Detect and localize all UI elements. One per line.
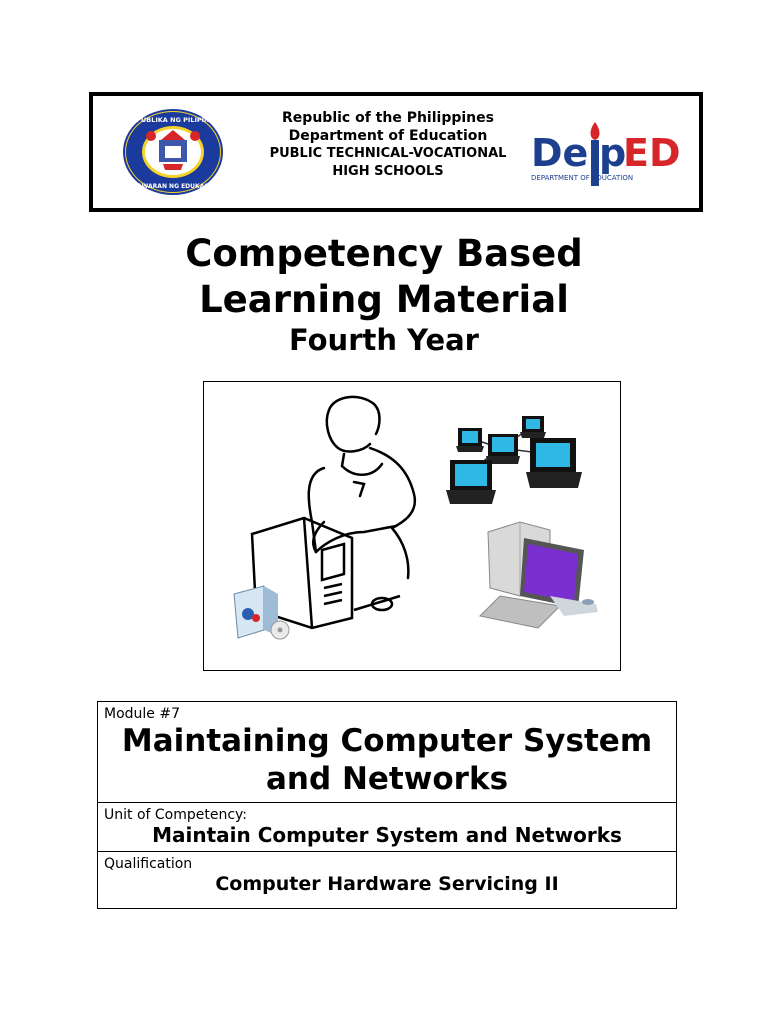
monitor-icon-small-2 — [520, 416, 546, 438]
software-box-icon — [234, 586, 289, 639]
unit-row — [98, 803, 676, 852]
qualification-row — [98, 852, 676, 908]
header-line-department: Department of Education — [288, 127, 488, 144]
desktop-computer-icon — [480, 522, 598, 628]
header-line-public-techvoc: PUBLIC TECHNICAL-VOCATIONAL — [269, 146, 507, 161]
header-line-high-schools: HIGH SCHOOLS — [332, 163, 444, 179]
unit-value: Maintain Computer System and Networks — [152, 823, 622, 847]
title-line-1: Competency Based — [185, 232, 583, 275]
svg-text:ED: ED — [623, 131, 681, 175]
module-label: Module #7 — [104, 706, 180, 722]
header-box — [89, 92, 703, 212]
deped-sub-text: DEPARTMENT OF EDUCATION — [531, 174, 634, 182]
monitor-icon-large-left — [446, 460, 496, 504]
network-diagram — [446, 416, 582, 504]
header-text — [243, 110, 533, 180]
technician-figure — [309, 397, 415, 578]
header-line-republic: Republic of the Philippines — [282, 110, 494, 126]
deped-logo — [531, 118, 681, 190]
seal-top-text: REPUBLIKA NG PILIPINAS — [126, 116, 220, 124]
republic-seal-logo — [121, 108, 225, 196]
cover-illustration — [203, 381, 621, 671]
qualification-label: Qualification — [104, 856, 193, 872]
module-info-table — [97, 701, 677, 909]
title-line-2: Learning Material — [199, 278, 569, 321]
qualification-value: Computer Hardware Servicing II — [215, 873, 559, 895]
monitor-icon-large-right — [526, 438, 582, 488]
seal-bottom-text: KAGAWARAN NG EDUKASYON — [123, 183, 223, 190]
deped-logo-text: De — [531, 131, 589, 175]
screwdriver-icon — [354, 596, 400, 610]
monitor-icon-center — [486, 434, 520, 464]
unit-label: Unit of Competency: — [104, 807, 248, 823]
title-year: Fourth Year — [289, 323, 479, 357]
monitor-icon-small-1 — [456, 428, 484, 452]
svg-text:p: p — [599, 131, 627, 175]
module-title: Maintaining Computer System and Networks — [121, 723, 653, 797]
module-row — [98, 702, 676, 803]
technician-illustration — [204, 382, 619, 669]
